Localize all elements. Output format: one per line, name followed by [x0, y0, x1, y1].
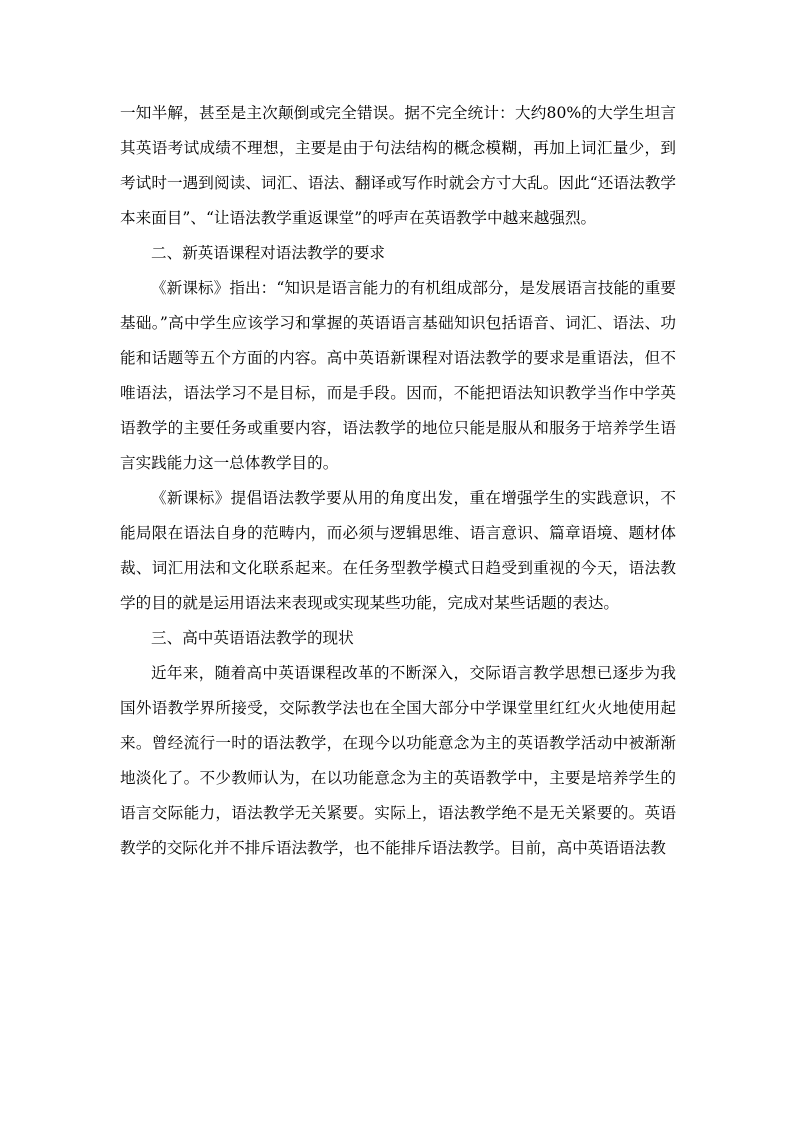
body-paragraph-xinkebiao-1: 《新课标》指出：“知识是语言能力的有机组成部分，是发展语言技能的重要基础。”高中学生应该学习和掌握的英语语言基础知识包括语音、词汇、语法、功能和话题等五个方面的内容。高中英语新课程对语法教学的要求是重语法，但不唯语法，语法学习不是目标，而是手段。因而，不能把语法知识教学当作中学英语教学的主要任务或重要内容，语法教学的地位只能是服从和服务于培养学生语言实践能力这一总体教学目的。: [120, 279, 676, 472]
section-heading-2: 二、新英语课程对语法教学的要求: [151, 244, 385, 262]
document-body: [120, 96, 676, 866]
body-paragraph-xinkebiao-2: 《新课标》提倡语法教学要从用的角度出发，重在增强学生的实践意识，不能局限在语法自身的范畴内，而必须与逻辑思维、语言意识、篇章语境、题材体裁、词汇用法和文化联系起来。在任务型教学模式日趋受到重视的今天，语法教学的目的就是运用语法来表现或实现某些功能，完成对某些话题的表达。: [120, 489, 676, 612]
section-heading-3: 三、高中英语语法教学的现状: [151, 629, 354, 647]
body-paragraph-continuation: 一知半解，甚至是主次颠倒或完全错误。据不完全统计：大约80%的大学生坦言其英语考试成绩不理想，主要是由于句法结构的概念模糊，再加上词汇量少，到考试时一遇到阅读、词汇、语法、翻译或写作时就会方寸大乱。因此“还语法教学本来面目”、“让语法教学重返课堂”的呼声在英语教学中越来越强烈。: [120, 104, 676, 227]
body-paragraph-current-status: 近年来，随着高中英语课程改革的不断深入，交际语言教学思想已逐步为我国外语教学界所接受，交际教学法也在全国大部分中学课堂里红红火火地使用起来。曾经流行一时的语法教学，在现今以功能意念为主的英语教学活动中被渐渐地淡化了。不少教师认为，在以功能意念为主的英语教学中，主要是培养学生的语言交际能力，语法教学无关紧要。实际上，语法教学绝不是无关紧要的。英语教学的交际化并不排斥语法教学，也不能排斥语法教学。目前，高中英语语法教: [120, 664, 676, 857]
